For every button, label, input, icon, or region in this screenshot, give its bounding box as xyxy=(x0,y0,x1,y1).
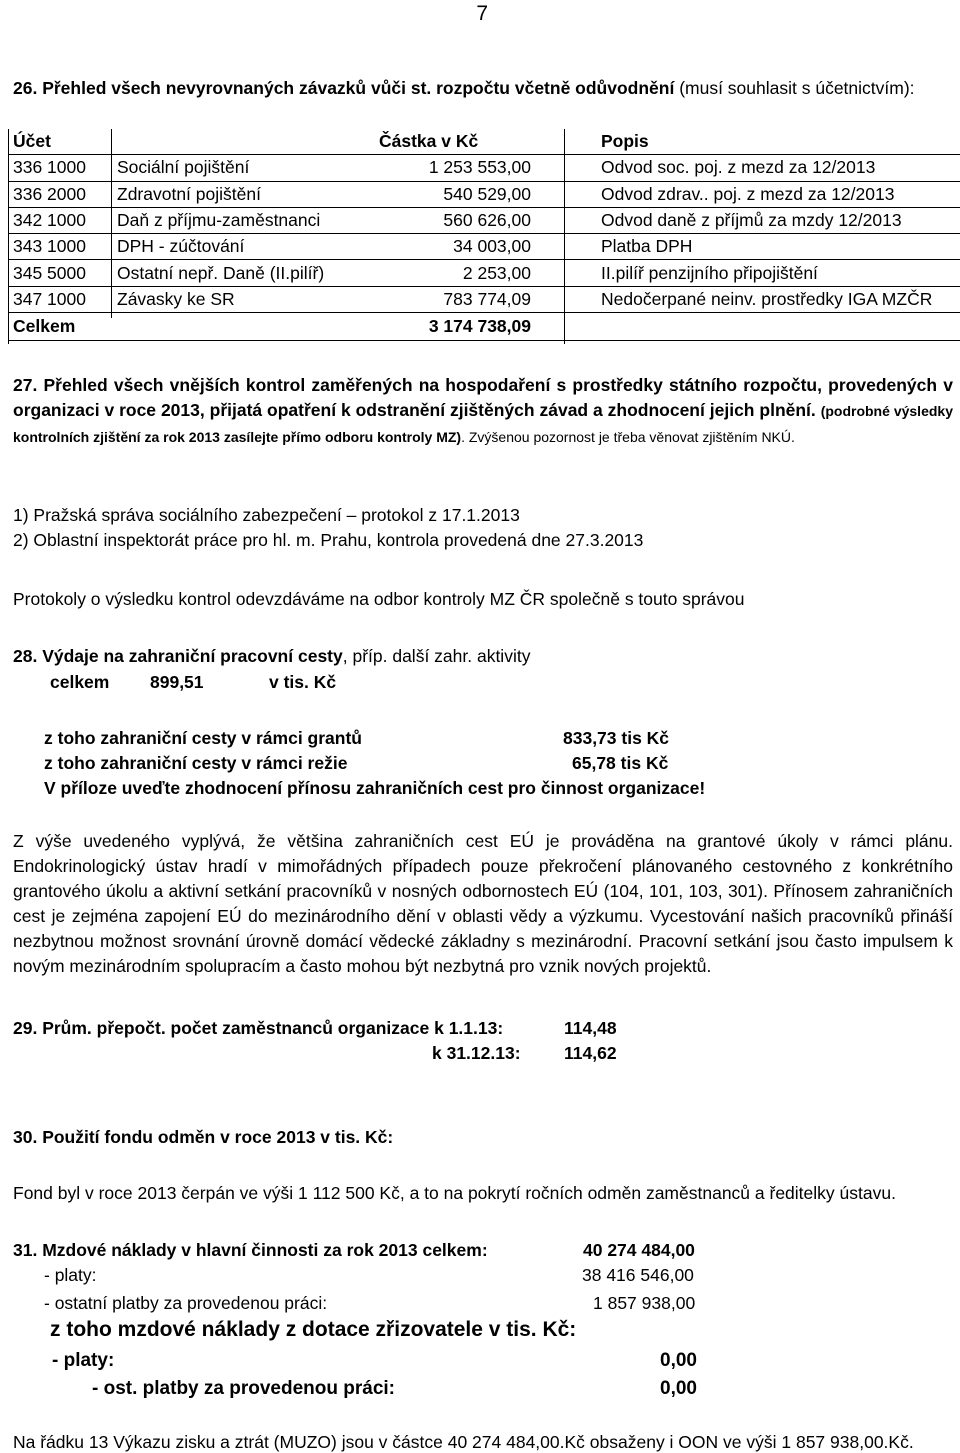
cell-name: Ostatní nepř. Daně (II.pilíř) xyxy=(109,260,379,286)
col-header-empty xyxy=(109,129,379,155)
col-header-description: Popis xyxy=(591,129,960,155)
total-value: 3 174 738,09 xyxy=(379,313,591,341)
wages-other-label: - ostatní platby za provedenou práci: xyxy=(44,1293,328,1313)
table-row xyxy=(8,286,960,312)
attachment-note: V příloze uveďte zhodnocení přínosu zahraničních cest pro činnost organizace! xyxy=(44,778,706,798)
grants-label: z toho zahraniční cesty v rámci grantů xyxy=(44,728,362,748)
table-row xyxy=(8,155,960,181)
section-28-heading xyxy=(13,646,530,667)
cell-name: Zdravotní pojištění xyxy=(109,181,379,207)
cell-amount: 1 253 553,00 xyxy=(379,155,591,181)
employees-label-2: k 31.12.13: xyxy=(432,1043,521,1063)
travel-total-label: celkem xyxy=(50,672,110,692)
employees-value-1: 114,48 xyxy=(564,1018,617,1038)
employees-value-2: 114,62 xyxy=(564,1043,617,1063)
control-item-2: 2) Oblastní inspektorát práce pro hl. m. Prahu, kontrola provedená dne 27.3.2013 xyxy=(13,530,644,550)
section-27-heading-text: 27. Přehled všech vnějších kontrol zaměřených na hospodaření s prostředky státního rozpočtu, provedených v organizaci v roce 2013, přijatá opatření k odstranění zjištěných závad a zhodnocení jejich plnění. xyxy=(13,375,953,420)
cell-amount: 560 626,00 xyxy=(379,207,591,233)
cell-amount: 540 529,00 xyxy=(379,181,591,207)
cell-account: 336 1000 xyxy=(8,155,109,181)
cell-description: Nedočerpané neinv. prostředky IGA MZČR xyxy=(591,286,960,312)
cell-description: Odvod zdrav.. poj. z mezd za 12/2013 xyxy=(591,181,960,207)
section-28-heading-bold: 28. Výdaje na zahraniční pracovní cesty xyxy=(13,646,343,666)
liabilities-table xyxy=(8,129,960,341)
cell-name: Daň z příjmu-zaměstnanci xyxy=(109,207,379,233)
section-27-note-rest: . Zvýšenou pozornost je třeba věnovat zjištěním NKÚ. xyxy=(461,429,795,445)
section-26-heading-rest: (musí souhlasit s účetnictvím): xyxy=(674,78,915,98)
table-row xyxy=(8,260,960,286)
travel-conclusion: Z výše uvedeného vyplývá, že většina zahraničních cest EÚ je prováděna na grantové úkoly v rámci plánu. Endokrinologický ústav hradí v mimořádných případech pouze překročení plánovaného cestovného z konkrétního grantového úkolu a aktivní setkání pracovníků v nosných odbornostech EÚ (104, 101, 103, 301). Přínosem zahraničních cest je zejména zapojení EÚ do mezinárodního dění v oblasti vědy a výzkumu. Vycestování našich pracovníků přináší nezbytnou možnost srovnání úrovně domácí vědecké základny s mezinárodní. Pracovní setkání jsou často impulsem k novým mezinárodním spolupracím a často mohou být nezbytná pro vznik nových projektů. xyxy=(13,831,953,976)
cell-account: 343 1000 xyxy=(8,234,109,260)
total-label: Celkem xyxy=(8,313,109,341)
wages-salaries-label: - platy: xyxy=(44,1265,97,1285)
table-row xyxy=(8,181,960,207)
col-header-amount: Částka v Kč xyxy=(379,129,591,155)
grants-value: 833,73 tis Kč xyxy=(563,728,670,748)
col-header-account: Účet xyxy=(8,129,109,155)
footer-note: Na řádku 13 Výkazu zisku a ztrát (MUZO) jsou v částce 40 274 484,00.Kč obsaženy i OON ve výši 1 857 938,00.Kč. xyxy=(13,1432,914,1452)
cell-description: Odvod soc. poj. z mezd za 12/2013 xyxy=(591,155,960,181)
subsidy-salaries-label: - platy: xyxy=(52,1350,115,1371)
subsidy-heading: z toho mzdové náklady z dotace zřizovatele v tis. Kč: xyxy=(50,1318,577,1341)
section-30-heading: 30. Použití fondu odměn v roce 2013 v tis. Kč: xyxy=(13,1127,394,1147)
cell-account: 342 1000 xyxy=(8,207,109,233)
control-item-1: 1) Pražská správa sociálního zabezpečení – protokol z 17.1.2013 xyxy=(13,505,520,525)
travel-total-value: 899,51 xyxy=(150,672,204,692)
wages-total: 40 274 484,00 xyxy=(583,1240,695,1260)
table-row xyxy=(8,207,960,233)
table-header-row xyxy=(8,129,960,155)
cell-amount: 783 774,09 xyxy=(379,286,591,312)
wages-salaries-value: 38 416 546,00 xyxy=(582,1265,694,1285)
cell-name: Sociální pojištění xyxy=(109,155,379,181)
protocols-note: Protokoly o výsledku kontrol odevzdáváme na odbor kontroly MZ ČR společně s touto správou xyxy=(13,589,745,609)
table-row xyxy=(8,234,960,260)
section-30-text: Fond byl v roce 2013 čerpán ve výši 1 112 500 Kč, a to na pokrytí ročních odměn zaměstnanců a ředitelky ústavu. xyxy=(13,1183,896,1203)
travel-total-unit: v tis. Kč xyxy=(269,672,337,692)
cell-account: 345 5000 xyxy=(8,260,109,286)
section-27-note-bold: (podrobné výsledky kontrolních zjištění za rok 2013 zasílejte přímo odboru kontroly MZ) xyxy=(13,403,953,445)
cell-amount: 34 003,00 xyxy=(379,234,591,260)
cell-account: 336 2000 xyxy=(8,181,109,207)
total-empty xyxy=(591,313,960,341)
overhead-label: z toho zahraniční cesty v rámci režie xyxy=(44,753,348,773)
section-31-heading: 31. Mzdové náklady v hlavní činnosti za rok 2013 celkem: xyxy=(13,1240,488,1260)
employees-label-1: 29. Prům. přepočt. počet zaměstnanců organizace k 1.1.13: xyxy=(13,1018,504,1038)
section-26-heading xyxy=(13,78,915,99)
cell-name: Závasky ke SR xyxy=(109,286,379,312)
subsidy-other-label: - ost. platby za provedenou práci: xyxy=(92,1378,395,1399)
table-total-row xyxy=(8,313,960,341)
cell-name: DPH - zúčtování xyxy=(109,234,379,260)
total-spacer xyxy=(109,313,379,341)
cell-description: Odvod daně z příjmů za mzdy 12/2013 xyxy=(591,207,960,233)
overhead-value: 65,78 tis Kč xyxy=(572,753,669,773)
section-28-heading-rest: , příp. další zahr. aktivity xyxy=(342,646,531,666)
wages-other-value: 1 857 938,00 xyxy=(593,1293,696,1313)
section-27-heading xyxy=(13,373,953,450)
subsidy-salaries-value: 0,00 xyxy=(660,1350,697,1371)
cell-description: II.pilíř penzijního připojištění xyxy=(591,260,960,286)
section-26-heading-bold: 26. Přehled všech nevyrovnaných závazků vůči st. rozpočtu včetně odůvodnění xyxy=(13,78,675,98)
subsidy-other-value: 0,00 xyxy=(660,1378,697,1399)
cell-amount: 2 253,00 xyxy=(379,260,591,286)
cell-account: 347 1000 xyxy=(8,286,109,312)
cell-description: Platba DPH xyxy=(591,234,960,260)
page-number: 7 xyxy=(476,2,488,25)
